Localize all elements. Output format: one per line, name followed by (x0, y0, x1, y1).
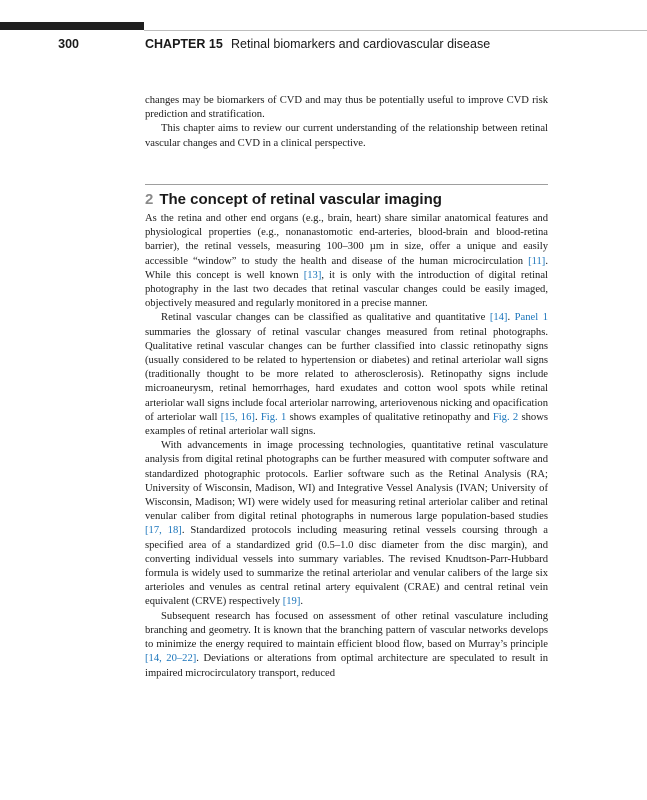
paragraph-1-text-b: . While this concept is well known (145, 255, 548, 281)
section-number: 2 (145, 191, 154, 208)
section-title: The concept of retinal vascular imaging (159, 191, 442, 208)
figure-link[interactable]: Fig. 2 (492, 411, 519, 423)
page-number: 300 (58, 37, 79, 51)
paragraph-2-text-a: Retinal vascular changes can be classified as qualitative and quantitative (161, 312, 490, 324)
running-head (0, 35, 600, 53)
paragraph-2-text-c: summaries the glossary of retinal vascular changes measured from retinal photographs. Qualitative retinal vascular changes can be further classified into classic retinopathy signs (usually considered to be related to hypertension or diabetes) and retinal arteriolar wall signs (traditionally thought to be more related to atherosclerosis). Retinopathy signs include microaneurysm, retinal hemorrhages, hard exudates and cotton wool spots while retinal arteriolar wall signs include focal arteriolar narrowing, arteriovenous nicking and opacification of arteriolar wall (145, 326, 548, 423)
paragraph-4 (145, 610, 548, 681)
paragraph-2-text-d: . (254, 411, 261, 423)
paragraph-3-text-c: . (300, 596, 304, 608)
paragraph-4-text-a: Subsequent research has focused on assessment of other retinal vasculature including branching and geometry. It is known that the branching pattern of vascular networks develops to minimize the energy required to maintain efficient blood flow, based on Murray’s principle (145, 610, 548, 651)
paragraph-3-text-a: With advancements in image processing technologies, quantitative retinal vasculature analysis from digital retinal photographs can be further measured with computer software and standardized photographic protocols. Earlier software such as the Retinal Analysis (RA; University of Wisconsin, Madison, WI) and Integrative Vessel Analysis (IVAN; University of Wisconsin, Madison; WI) were widely used for measuring retinal arteriolar caliber and retinal venular caliber from digital retinal photographs in numerous large population-based studies (145, 440, 548, 523)
intro-text (145, 94, 548, 151)
chapter-title: Retinal biomarkers and cardiovascular disease (231, 37, 491, 51)
paragraph-2 (145, 311, 548, 439)
citation-link[interactable]: [11] (528, 255, 546, 267)
citation-link[interactable]: [17, 18] (145, 525, 182, 537)
paragraph-3 (145, 439, 548, 609)
paragraph-1-text-a: As the retina and other end organs (e.g., brain, heart) share similar anatomical features and physiological properties (e.g., nonanastomotic end-arteries, blood-brain and blood-retina barrier), the retinal vessels, measuring 100–300 µm in size, offer a unique and easily accessible “window” to study the health and disease of the human microcirculation (145, 213, 548, 267)
header-rule (144, 30, 647, 31)
header-bar (0, 22, 144, 30)
paragraph-1-text-c: , it is only with the introduction of digital retinal photography in the last two decades that retinal vascular changes could be easily imaged, objectively measured and regularly monitored in a precise manner. (145, 269, 548, 310)
intro-paragraph-1: changes may be biomarkers of CVD and may thus be potentially useful to improve CVD risk prediction and stratification. (145, 95, 548, 121)
paragraph-2-text-f: shows examples of retinal arteriolar wall signs. (145, 411, 548, 438)
citation-link[interactable]: [19] (282, 596, 301, 608)
intro-paragraph-2: This chapter aims to review our current understanding of the relationship between retinal vascular changes and CVD in a clinical perspective. (145, 123, 548, 149)
citation-link[interactable]: [13] (303, 269, 322, 281)
paragraph-1 (145, 212, 548, 311)
section-heading (145, 190, 548, 210)
chapter-label: CHAPTER 15 (145, 37, 223, 51)
section-rule (145, 184, 548, 185)
figure-link[interactable]: Fig. 1 (260, 411, 287, 423)
citation-link[interactable]: [15, 16] (220, 411, 255, 423)
section-body (145, 212, 548, 681)
paragraph-2-text-b: . (507, 312, 515, 324)
paragraph-4-text-b: . Deviations or alterations from optimal architecture are speculated to result in impaired microcirculatory transport, reduced (145, 653, 548, 679)
panel-link[interactable]: Panel 1 (514, 312, 549, 324)
citation-link[interactable]: [14] (489, 312, 508, 324)
paragraph-3-text-b: . Standardized protocols including measuring retinal vessels coursing through a specified area of a standardized grid (0.5–1.0 disc diameter from the disc margin), and converting individual vessels into summary variables. The revised Knudtson-Parr-Hubbard formula is widely used to summarize the retinal arteriolar and venular calibers of the large six arterioles and venules as central retinal artery equivalent (CRAE) and central retinal vein equivalent (CRVE) respectively (145, 525, 548, 608)
citation-link[interactable]: [14, 20–22] (145, 653, 197, 665)
paragraph-2-text-e: shows examples of qualitative retinopathy and (286, 411, 493, 423)
